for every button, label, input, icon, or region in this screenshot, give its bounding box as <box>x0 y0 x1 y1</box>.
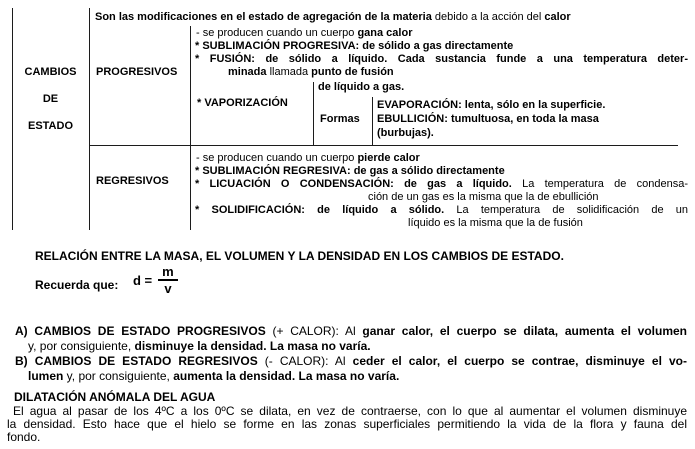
sublimacion-progresiva-line: * SUBLIMACIÓN PROGRESIVA: de sólido a gas directamente <box>195 40 514 52</box>
item-b-normal: y, por consiguiente, <box>63 369 174 383</box>
licuacion-line2: ción de un gas es la misma que la de ebullición <box>368 191 599 203</box>
fusion-normal: llamada <box>266 66 312 78</box>
fusion-bold: minada <box>228 66 267 78</box>
formula-lhs: d = <box>133 272 153 288</box>
item-b-bold: lumen <box>28 369 64 383</box>
item-a-bold: disminuye la densidad. La masa no varía. <box>134 339 371 353</box>
formas-label: Formas <box>320 113 360 125</box>
formula-denominator: v <box>164 281 172 296</box>
vaporizacion-definition: de líquido a gas. <box>318 81 405 93</box>
item-a-line2 <box>28 339 371 353</box>
fusion-line1: * FUSIÓN: de sólido a líquido. Cada sustancia funde a una temperatura deter- <box>195 53 688 65</box>
definition-normal: debido a la acción del <box>431 11 545 23</box>
regresivos-label: REGRESIVOS <box>96 175 169 187</box>
dilatacion-line1: El agua al pasar de los 4ºC a los 0ºC se dilata, en vez de contraerse, con lo que al aumentar el volumen disminuye <box>13 404 687 418</box>
intro-normal: - se producen cuando un cuerpo <box>196 27 358 39</box>
ebullicion-line1: EBULLICIÓN: tumultuosa, en toda la masa <box>377 113 599 125</box>
item-a-normal: y, por consiguiente, <box>28 339 135 353</box>
table-divider-vaporizacion <box>313 82 314 145</box>
solidificacion-normal: La temperatura de solidificación de un <box>444 204 688 216</box>
formula-fraction <box>158 265 178 295</box>
intro-bold: gana calor <box>357 27 413 39</box>
item-b-bold: aumenta la densidad. La masa no varía. <box>173 369 400 383</box>
vaporizacion-label: * VAPORIZACIÓN <box>197 97 288 109</box>
licuacion-line1 <box>195 178 688 191</box>
intro-bold: pierde calor <box>357 152 420 164</box>
table-divider-rows <box>89 145 678 146</box>
item-a-normal: (+ CALOR): Al <box>265 324 363 338</box>
regresivos-intro-line <box>196 152 420 165</box>
table-divider-col1 <box>89 8 90 230</box>
solidificacion-bold: * SOLIDIFICACIÓN: de líquido a sólido. <box>195 204 445 216</box>
relacion-title: RELACIÓN ENTRE LA MASA, EL VOLUMEN Y LA DENSIDAD EN LOS CAMBIOS DE ESTADO. <box>35 249 564 263</box>
recuerda-label: Recuerda que: <box>35 278 119 292</box>
solidificacion-line2: líquido es la misma que la de fusión <box>408 217 583 229</box>
item-a-bold: ganar calor, el cuerpo se dilata, aumenta el volumen <box>362 324 687 338</box>
fusion-bold: punto de fusión <box>311 66 394 78</box>
dilatacion-line2: la densidad. Esto hace que el hielo se forme en las zonas superficiales permitiendo la vida de la flora y fauna del <box>7 417 687 431</box>
progresivos-label: PROGRESIVOS <box>96 66 178 78</box>
definition-bold: Son las modificaciones en el estado de agregación de la materia <box>95 11 432 23</box>
solidificacion-line1 <box>195 204 688 217</box>
licuacion-normal: La temperatura de condensa- <box>511 178 688 190</box>
table-divider-col2 <box>190 26 191 230</box>
licuacion-bold: * LICUACIÓN O CONDENSACIÓN: de gas a líquido. <box>195 178 512 190</box>
formula-numerator: m <box>158 265 178 281</box>
item-a-bold: A) CAMBIOS DE ESTADO PROGRESIVOS <box>15 324 266 338</box>
intro-normal: - se producen cuando un cuerpo <box>196 152 358 164</box>
item-b-bold: ceder el calor, el cuerpo se contrae, disminuye el vo- <box>352 354 687 368</box>
row-header-line: DE <box>42 93 59 105</box>
dilatacion-line3: fondo. <box>7 430 41 444</box>
row-header-line: ESTADO <box>27 120 74 132</box>
item-b-line2 <box>28 369 399 383</box>
progresivos-intro-line <box>196 27 412 40</box>
evaporacion-line: EVAPORACIÓN: lenta, sólo en la superficie. <box>377 99 606 111</box>
table-divider-formas <box>372 97 373 145</box>
item-a-line1 <box>15 324 687 338</box>
definition-bold: calor <box>544 11 571 23</box>
sublimacion-regresiva-line: * SUBLIMACIÓN REGRESIVA: de gas a sólido directamente <box>195 165 505 177</box>
ebullicion-line2: (burbujas). <box>377 127 434 139</box>
item-b-bold: B) CAMBIOS DE ESTADO REGRESIVOS <box>15 354 258 368</box>
item-b-line1 <box>15 354 687 368</box>
fusion-line2 <box>228 66 394 79</box>
density-formula <box>133 265 178 295</box>
row-header-line: CAMBIOS <box>24 66 77 78</box>
item-b-normal: (- CALOR): Al <box>257 354 353 368</box>
definition-line <box>95 11 688 24</box>
row-header-cambios-de-estado <box>12 59 89 140</box>
dilatacion-title: DILATACIÓN ANÓMALA DEL AGUA <box>14 390 216 404</box>
